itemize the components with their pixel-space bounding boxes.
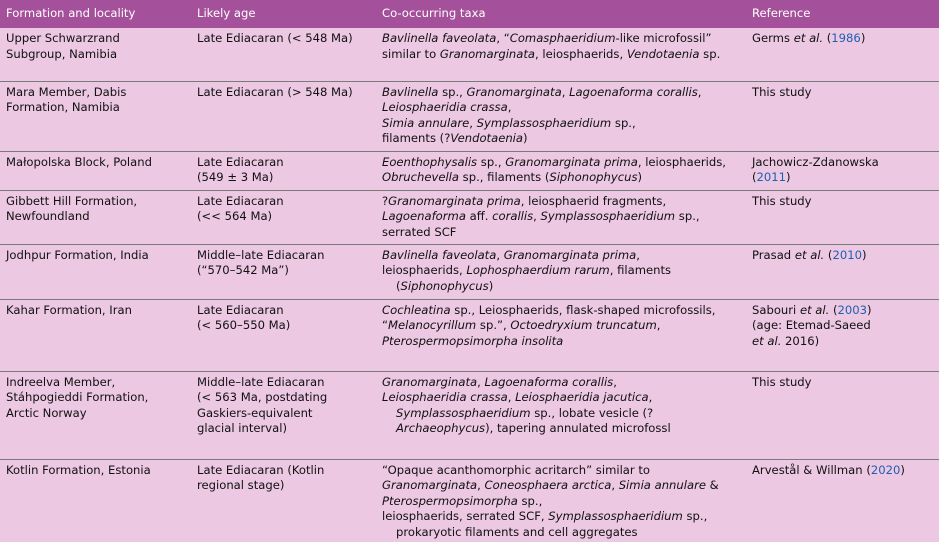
cell-taxa	[376, 81, 746, 151]
text-segment: similar to	[382, 46, 440, 61]
cell-line	[382, 225, 740, 241]
text-segment: sp., filaments (	[459, 170, 550, 185]
taxon-name: Granomarginata prima	[503, 247, 637, 262]
cell-line	[382, 170, 740, 186]
taxon-name: Bavlinella faveolata	[382, 247, 497, 262]
text-segment: (	[752, 170, 757, 185]
cell-line	[382, 279, 740, 295]
cell-line: (<< 564 Ma)	[197, 209, 273, 224]
cell-line: Late Ediacaran (< 548 Ma)	[197, 31, 353, 45]
cell-line: Kahar Formation, Iran	[6, 302, 132, 317]
text-segment: ,	[648, 390, 653, 405]
taxon-name: Cochleatina	[382, 302, 451, 317]
cell-line: regional stage)	[197, 478, 285, 493]
reference-year-link[interactable]: 1986	[831, 31, 861, 45]
cell-line	[382, 248, 740, 264]
cell-age	[191, 244, 376, 299]
cell-formation	[0, 459, 191, 542]
cell-reference	[746, 81, 939, 151]
cell-age	[191, 151, 376, 190]
text-segment: ,	[469, 115, 477, 130]
taxon-name: et al.	[793, 31, 824, 45]
taxon-name: Simia annulare	[382, 115, 470, 130]
taxon-name: Symplassosphaeridium	[548, 509, 683, 524]
taxon-name: Symplassosphaeridium	[476, 115, 612, 130]
reference-year-link[interactable]: 2020	[870, 462, 901, 477]
text-segment: sp.”,	[476, 318, 511, 333]
taxon-name: Lagoenaforma corallis	[484, 374, 614, 389]
cell-line	[752, 303, 933, 319]
taxon-name: Archaeophycus	[396, 421, 486, 436]
header-formation: Formation and locality	[0, 0, 191, 28]
cell-reference	[746, 190, 939, 244]
text-segment: sp.,	[477, 154, 506, 169]
header-age: Likely age	[191, 0, 376, 28]
cell-line	[382, 155, 740, 171]
taxon-name: Vendotaenia	[450, 131, 524, 146]
cell-age	[191, 299, 376, 371]
text-segment: ,	[477, 374, 485, 389]
taxon-name: Symplassosphaeridium	[540, 209, 676, 224]
cell-line: Gaskiers-equivalent	[197, 405, 313, 420]
cell-taxa	[376, 459, 746, 542]
text-segment: leiosphaerids, serrated SCF,	[382, 509, 549, 524]
table-row	[0, 151, 939, 190]
text-segment: This study	[752, 84, 812, 99]
text-segment: , leiosphaerid fragments,	[520, 193, 667, 208]
text-segment: (	[823, 31, 832, 45]
cell-line: Formation, Namibia	[6, 100, 120, 115]
taxon-name: Melanocyrillum	[388, 318, 477, 333]
taxon-name: Lagoenaforma	[382, 209, 466, 224]
reference-year-link[interactable]: 2011	[756, 170, 787, 185]
reference-year-link[interactable]: 2003	[837, 302, 868, 317]
taxon-name: Pterospermopsimorpha	[382, 493, 518, 508]
cell-taxa	[376, 371, 746, 459]
text-segment: ,	[507, 100, 512, 115]
header-taxa: Co-occurring taxa	[376, 0, 746, 28]
taxon-name: Coneosphaera arctica	[484, 478, 612, 493]
text-segment: ,	[636, 247, 640, 262]
text-segment: “	[382, 318, 389, 333]
text-segment: Prasad	[752, 247, 795, 262]
text-segment: ?	[382, 193, 389, 208]
text-segment: )	[637, 170, 643, 185]
cell-line: (< 560–550 Ma)	[197, 318, 291, 333]
cell-line	[752, 31, 933, 47]
cell-line	[382, 334, 740, 350]
cell-line	[752, 155, 933, 171]
cell-line: Gibbett Hill Formation,	[6, 193, 138, 208]
cell-age	[191, 190, 376, 244]
text-segment: (	[824, 247, 833, 262]
cell-line	[382, 263, 740, 279]
table-body	[0, 28, 939, 542]
cell-line: Jodhpur Formation, India	[6, 247, 149, 262]
text-segment: sp., Leiosphaerids, flask-shaped microfossils,	[450, 302, 716, 317]
cell-line	[382, 509, 740, 525]
cell-formation	[0, 244, 191, 299]
text-segment: ,	[561, 84, 570, 99]
text-segment: (	[396, 278, 401, 293]
header-reference: Reference	[746, 0, 939, 28]
text-segment: -like microfossil”	[615, 31, 712, 45]
text-segment: )	[786, 170, 791, 185]
table-row	[0, 371, 939, 459]
cell-age	[191, 28, 376, 81]
cell-taxa	[376, 28, 746, 81]
table-row	[0, 190, 939, 244]
cell-line	[382, 421, 740, 437]
taxon-name: Comasphaeridium	[509, 31, 616, 45]
text-segment: sp.,	[682, 509, 708, 524]
text-segment: ,	[656, 318, 661, 333]
cell-taxa	[376, 190, 746, 244]
cell-line	[382, 406, 740, 422]
taxon-name: Simia annulare	[618, 478, 706, 493]
taxon-name: Granomarginata	[439, 46, 536, 61]
table-row	[0, 81, 939, 151]
taxon-name: Leiosphaeridia jacutica	[515, 390, 649, 405]
cell-line	[752, 375, 933, 391]
taxon-name: Symplassosphaeridium	[396, 405, 531, 420]
text-segment: ), tapering annulated microfossl	[485, 421, 671, 436]
cell-line	[382, 478, 740, 494]
cell-line: Newfoundland	[6, 209, 90, 224]
cell-line	[382, 31, 740, 47]
text-segment: Arvestål & Willman (	[752, 462, 871, 477]
cell-taxa	[376, 244, 746, 299]
text-segment: leiosphaerids,	[382, 263, 467, 278]
cell-line	[382, 390, 740, 406]
cell-line: Stáhpogieddi Formation,	[6, 390, 149, 405]
taxon-name: Bavlinella	[382, 84, 439, 99]
text-segment: Jachowicz-Zdanowska	[752, 154, 879, 169]
text-segment: This study	[752, 193, 812, 208]
cell-line: Late Ediacaran (> 548 Ma)	[197, 84, 353, 99]
cell-line: (“570–542 Ma”)	[197, 263, 289, 278]
cell-formation	[0, 299, 191, 371]
cell-line	[382, 116, 740, 132]
cell-line: Middle–late Ediacaran	[197, 247, 325, 262]
text-segment: “Opaque acanthomorphic acritarch” similar to	[382, 462, 651, 477]
text-segment: )	[860, 31, 866, 45]
cell-formation	[0, 81, 191, 151]
text-segment: ,	[496, 247, 504, 262]
table-row	[0, 244, 939, 299]
text-segment: ,	[507, 390, 516, 405]
cell-formation	[0, 151, 191, 190]
cell-line	[382, 47, 740, 63]
text-segment: ,	[697, 84, 702, 99]
text-segment: sp.,	[438, 84, 467, 99]
text-segment: )	[488, 278, 494, 293]
text-segment: sp., lobate vesicle (?	[530, 405, 654, 420]
taxon-name: Bavlinella faveolata	[382, 31, 497, 45]
cell-line: Late Ediacaran (Kotlin	[197, 462, 325, 477]
taxon-name: et al.	[799, 302, 830, 317]
taxon-name: corallis	[492, 209, 534, 224]
cell-line	[752, 463, 933, 479]
text-segment: Sabouri	[752, 302, 800, 317]
table-row	[0, 459, 939, 542]
taxon-name: et al.	[752, 333, 782, 348]
cell-line: (549 ± 3 Ma)	[197, 170, 274, 185]
taxon-name: Lophosphaerdium rarum	[466, 263, 610, 278]
cell-reference	[746, 299, 939, 371]
text-segment: Germs	[752, 31, 794, 45]
cell-reference	[746, 244, 939, 299]
text-segment: filaments (?	[382, 131, 451, 146]
taxon-name: Granomarginata	[466, 84, 562, 99]
cell-taxa	[376, 299, 746, 371]
taxon-name: Vendotaenia	[626, 46, 700, 61]
taxon-name: Obruchevella	[382, 170, 459, 185]
cell-line	[382, 318, 740, 334]
cell-line: Arctic Norway	[6, 405, 87, 420]
cell-line: Mara Member, Dabis	[6, 84, 127, 99]
text-segment: )	[900, 462, 905, 477]
cell-line	[382, 375, 740, 391]
text-segment: ,	[533, 209, 541, 224]
taxon-name: Pterospermopsimorpha insolita	[382, 333, 564, 348]
cell-line	[752, 85, 933, 101]
cell-age	[191, 81, 376, 151]
text-segment: )	[861, 247, 867, 262]
text-segment: This study	[752, 374, 812, 389]
taxon-name: Siphonophycus	[549, 170, 638, 185]
cell-line: Late Ediacaran	[197, 154, 284, 169]
table-row	[0, 299, 939, 371]
cell-line	[382, 525, 740, 541]
text-segment: sp.	[699, 46, 721, 61]
cell-line: Subgroup, Namibia	[6, 46, 118, 61]
taxon-name: Leiosphaeridia crassa	[382, 390, 508, 405]
text-segment: ,	[613, 374, 617, 389]
text-segment: )	[523, 131, 528, 146]
cell-formation	[0, 371, 191, 459]
text-segment: aff.	[465, 209, 493, 224]
text-segment: sp.,	[611, 115, 636, 130]
text-segment: (age: Etemad-Saeed	[752, 318, 871, 333]
taxon-name: Octoedryxium truncatum	[510, 318, 657, 333]
cell-line	[752, 334, 933, 350]
cell-line	[382, 209, 740, 225]
text-segment: sp.,	[675, 209, 700, 224]
taxon-name: et al.	[794, 247, 825, 262]
taxon-name: Eoenthophysalis	[382, 154, 478, 169]
text-segment: )	[867, 302, 872, 317]
cell-line	[752, 170, 933, 186]
text-segment: serrated SCF	[382, 224, 457, 239]
cell-line	[382, 463, 740, 479]
cell-age	[191, 371, 376, 459]
cell-line	[752, 248, 933, 264]
cell-line	[382, 303, 740, 319]
cell-reference	[746, 371, 939, 459]
text-segment: prokaryotic filaments and cell aggregates	[396, 524, 638, 539]
cell-formation	[0, 190, 191, 244]
text-segment: sp.,	[517, 493, 543, 508]
table-row	[0, 28, 939, 81]
taxon-name: Granomarginata	[382, 478, 478, 493]
cell-line	[382, 194, 740, 210]
cell-line: Late Ediacaran	[197, 302, 284, 317]
table-header-row	[0, 0, 939, 28]
taxon-name: Granomarginata prima	[505, 154, 638, 169]
cell-line	[382, 494, 740, 510]
cell-line	[382, 85, 740, 101]
cell-line: Late Ediacaran	[197, 193, 284, 208]
cell-line	[382, 131, 740, 147]
cell-reference	[746, 459, 939, 542]
cell-taxa	[376, 151, 746, 190]
text-segment: (	[829, 302, 838, 317]
cell-line: (< 563 Ma, postdating	[197, 390, 328, 405]
cell-line: Middle–late Ediacaran	[197, 374, 325, 389]
text-segment: ,	[477, 478, 485, 493]
text-segment: , “	[496, 31, 510, 45]
cell-reference	[746, 151, 939, 190]
taxon-name: Granomarginata	[382, 374, 478, 389]
cell-line	[752, 318, 933, 334]
cell-line	[382, 100, 740, 116]
cell-reference	[746, 28, 939, 81]
text-segment: &	[705, 478, 719, 493]
text-segment: , leiosphaerids,	[637, 154, 726, 169]
taxon-name: Lagoenaforma corallis	[569, 84, 698, 99]
taxon-name: Siphonophycus	[400, 278, 489, 293]
cell-line	[752, 194, 933, 210]
cell-formation	[0, 28, 191, 81]
text-segment: , filaments	[609, 263, 672, 278]
taxon-name: Leiosphaeridia crassa	[382, 100, 508, 115]
cell-line: Upper Schwarzrand	[6, 31, 120, 45]
cell-age	[191, 459, 376, 542]
cell-line: Indreelva Member,	[6, 374, 116, 389]
cell-line: glacial interval)	[197, 421, 288, 436]
taxon-name: Granomarginata prima	[388, 193, 521, 208]
reference-year-link[interactable]: 2010	[832, 247, 862, 262]
text-segment: , leiosphaerids,	[535, 46, 627, 61]
cell-line: Kotlin Formation, Estonia	[6, 462, 151, 477]
cell-line: Małopolska Block, Poland	[6, 154, 152, 169]
text-segment: 2016)	[781, 333, 820, 348]
text-segment: ,	[611, 478, 619, 493]
